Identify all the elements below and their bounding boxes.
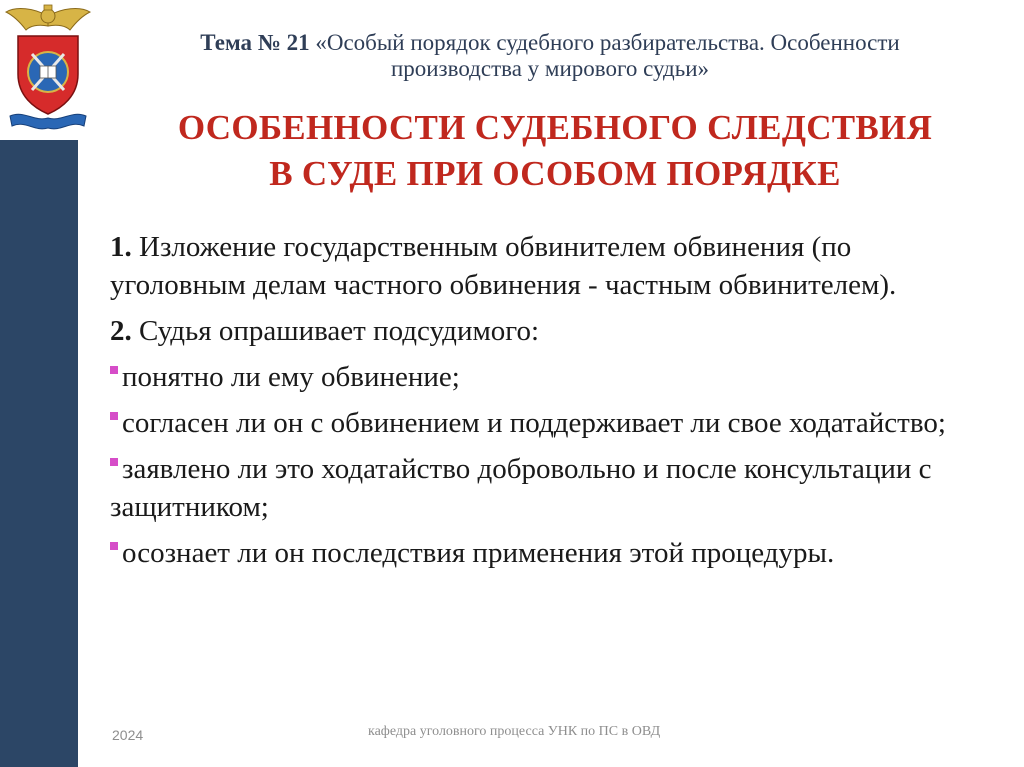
topic-header — [110, 30, 990, 82]
footer-year: 2024 — [112, 727, 144, 743]
item-1-text: Изложение государственным обвинителем обвинения (по уголовным делам частного обвинения - частным обвинителем). — [110, 231, 897, 301]
topic-text-1: «Особый порядок судебного разбирательства. Особенности — [315, 30, 900, 55]
square-bullet-icon — [110, 366, 118, 374]
square-bullet-icon — [110, 412, 118, 420]
square-bullet-icon — [110, 458, 118, 466]
item-2-text: Судья опрашивает подсудимого: — [131, 315, 540, 347]
item-1-number: 1. — [110, 231, 132, 263]
bullet-text: осознает ли он последствия применения этой процедуры. — [122, 537, 835, 569]
topic-line-2: производства у мирового судьи» — [390, 56, 710, 81]
content-body — [110, 228, 990, 580]
bullet-item — [110, 358, 990, 396]
bullet-text: понятно ли ему обвинение; — [122, 361, 460, 393]
item-2 — [110, 312, 990, 350]
bullet-text: заявлено ли это ходатайство добровольно и после консультации с защитником; — [110, 453, 932, 523]
item-1 — [110, 228, 990, 304]
left-sidebar-bar — [0, 140, 78, 767]
bullet-item — [110, 404, 990, 442]
title-line-2: В СУДЕ ПРИ ОСОБОМ ПОРЯДКЕ — [269, 154, 841, 193]
emblem-icon — [4, 2, 92, 136]
topic-line-1 — [110, 30, 990, 56]
topic-number: Тема № 21 — [200, 30, 310, 55]
bullet-text: согласен ли он с обвинением и поддерживает ли свое ходатайство; — [122, 407, 946, 439]
bullet-item — [110, 534, 990, 572]
title-line-1: ОСОБЕННОСТИ СУДЕБНОГО СЛЕДСТВИЯ — [177, 108, 933, 147]
square-bullet-icon — [110, 542, 118, 550]
footer-department: кафедра уголовного процесса УНК по ПС в ОВД — [368, 724, 661, 739]
item-2-number: 2. — [110, 315, 132, 347]
slide-title — [100, 105, 1010, 197]
bullet-item — [110, 450, 990, 526]
